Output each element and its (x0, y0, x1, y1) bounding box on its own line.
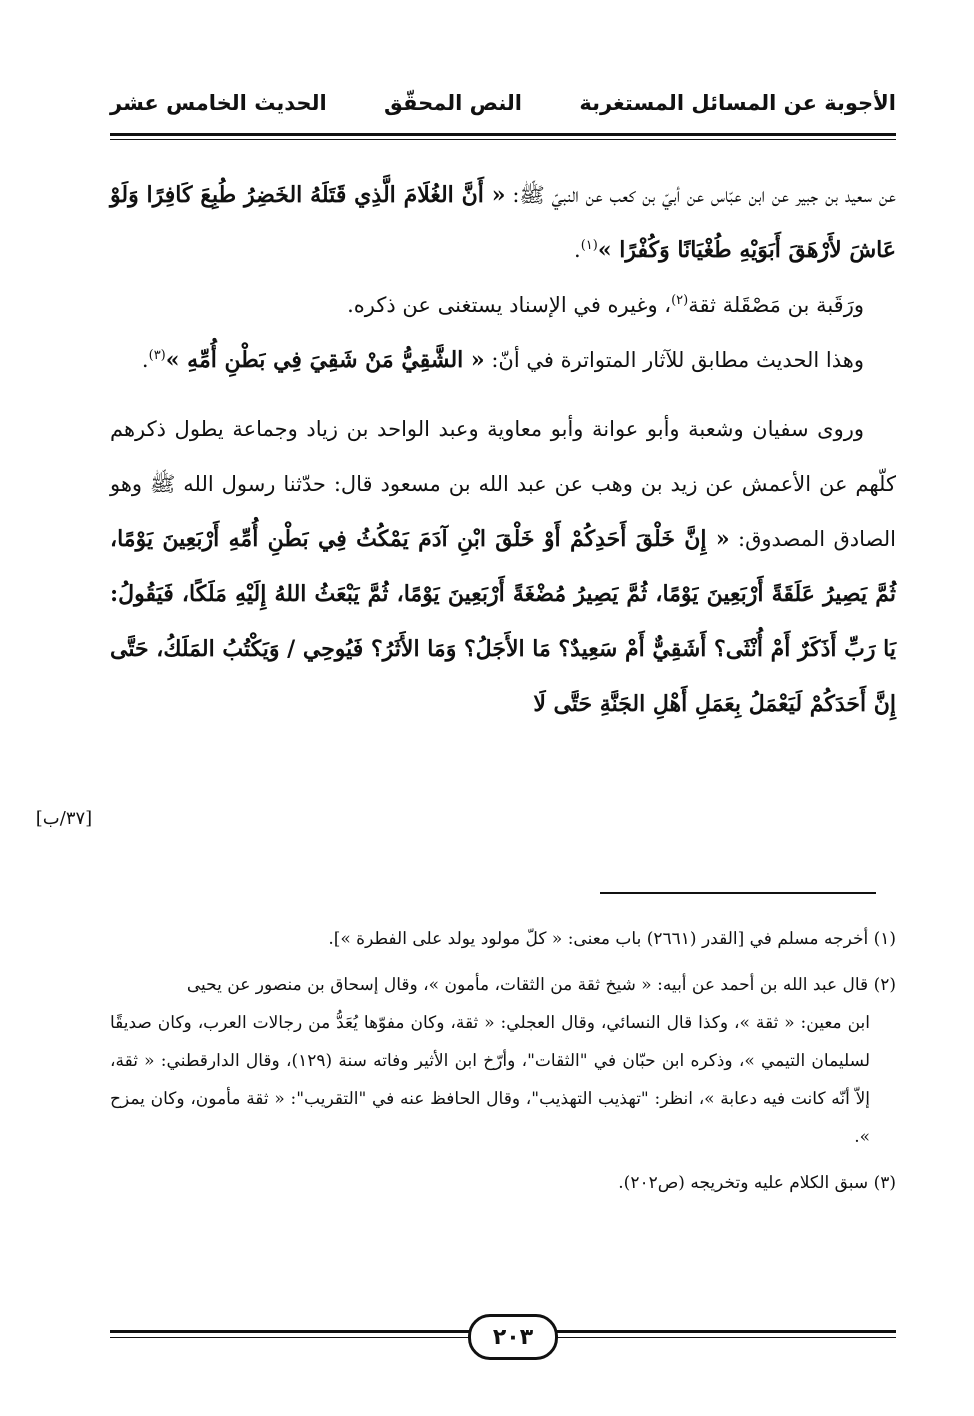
text-run: وروى سفيان وشعبة وأبو عوانة وأبو معاوية وعبد الواحد بن زياد وجماعة يطول ذكرهم كلّهم عن الأعمش عن زيد بن وهب عن عبد الله بن مسعود قال: حدّثنا رسول الله ﷺ وهو الصادق المصدوق: (110, 417, 896, 551)
hadith-quote: « الشَّقِيُّ مَنْ شَقِيَ فِي بَطْنِ أُمِّهِ » (165, 347, 485, 373)
footnote-ref: (١) (580, 238, 598, 253)
main-text (110, 168, 896, 732)
text-run: ورَقَبة بن مَصْقَلة ثقة (688, 293, 864, 317)
page-number: ٢٠٣ (468, 1314, 558, 1360)
footnote-2: (٢) قال عبد الله بن أحمد عن أبيه: « شيخ ثقة من الثقات، مأمون »، وقال إسحاق بن منصور عن يحيى (186, 975, 896, 995)
footnote-2-continued: ابن معين: « ثقة »، وكذا قال النسائي، وقال العجلي: « ثقة، وكان مفوّها يُعَدُّ من رجالات العرب، وكان صديقًا لسليمان التيمي »، وذكره ابن حبّان في "الثقات"، وأرّخ ابن الأثير وفاته سنة (١٢٩)، وقال الدارقطني: « ثقة، إلاّ أنّه كانت فيه دعابة »، انظر: "تهذيب التهذيب"، وقال الحافظ عنه في "التقريب": « ثقة مأمون، وكان يمزح ». (110, 1013, 870, 1147)
manuscript-folio-note: [٣٧/ب] (35, 808, 93, 829)
footnote-ref: (٣) (148, 348, 166, 363)
footnote-separator (600, 892, 876, 894)
footnote-3: (٣) سبق الكلام عليه وتخريجه (ص٢٠٢). (618, 1173, 896, 1193)
text-run: . (141, 348, 149, 372)
footnote-ref: (٢) (671, 293, 689, 308)
header-section: النص المحقّق (384, 91, 522, 115)
header-rule-thin (110, 139, 896, 140)
header-chapter: الحديث الخامس عشر (110, 91, 327, 115)
footnote-1: (١) أخرجه مسلم في [القدر (٢٦٦١) باب معنى: « كلّ مولود يولد على الفطرة »]. (328, 929, 896, 949)
text-run: . (574, 238, 581, 262)
footnotes (110, 920, 896, 1210)
paragraph-4 (110, 402, 896, 732)
paragraph-1 (110, 168, 896, 278)
hadith-quote: « إِنَّ خَلْقَ أَحَدِكُمْ أَوْ خَلْقَ ابْنِ آدَمَ يَمْكُثُ فِي بَطْنِ أُمِّهِ أَرْبَعِينَ يَوْمًا، ثُمَّ يَصِيرُ عَلَقَةً أَرْبَعِينَ يَوْمًا، ثُمَّ يَصِيرُ مُضْغَةً أَرْبَعِينَ يَوْمًا، ثُمَّ يَبْعَثُ اللهُ إِلَيْهِ مَلَكًا، فَيَقُولُ: يَا رَبِّ أَذَكَرٌ أَمْ أُنْثَى؟ أَشَقِيٌّ أَمْ سَعِيدٌ؟ مَا الأَجَلُ؟ وَمَا الأَثَرُ؟ فَيُوحِي / وَيَكْتُبُ المَلَكُ، حَتَّى إِنَّ أَحَدَكُمْ لَيَعْمَلُ بِعَمَلِ أَهْلِ الجَنَّةِ حَتَّى لَا (110, 526, 896, 717)
paragraph-3 (110, 333, 896, 388)
hadith-quote: « أَنَّ الغُلَامَ الَّذِي قَتَلَهُ الخَضِرُ طُبِعَ كَافِرًا وَلَوْ عَاشَ لأَرْهَقَ أَبَوَيْهِ طُغْيَانًا وَكُفْرًا » (110, 182, 896, 263)
text-run: ، وغيره في الإسناد يستغنى عن ذكره. (347, 293, 672, 317)
text-run: وهذا الحديث مطابق للآثار المتواترة في أنّ: (484, 348, 864, 372)
header-book-title: الأجوبة عن المسائل المستغربة (579, 91, 896, 115)
header-rule (110, 133, 896, 136)
running-header (110, 78, 896, 128)
text-run: عن سعيد بن جبير عن ابن عبّاس عن أبيّ بن كعب عن النبيّ ﷺ: (505, 183, 896, 207)
paragraph-2 (110, 278, 896, 333)
